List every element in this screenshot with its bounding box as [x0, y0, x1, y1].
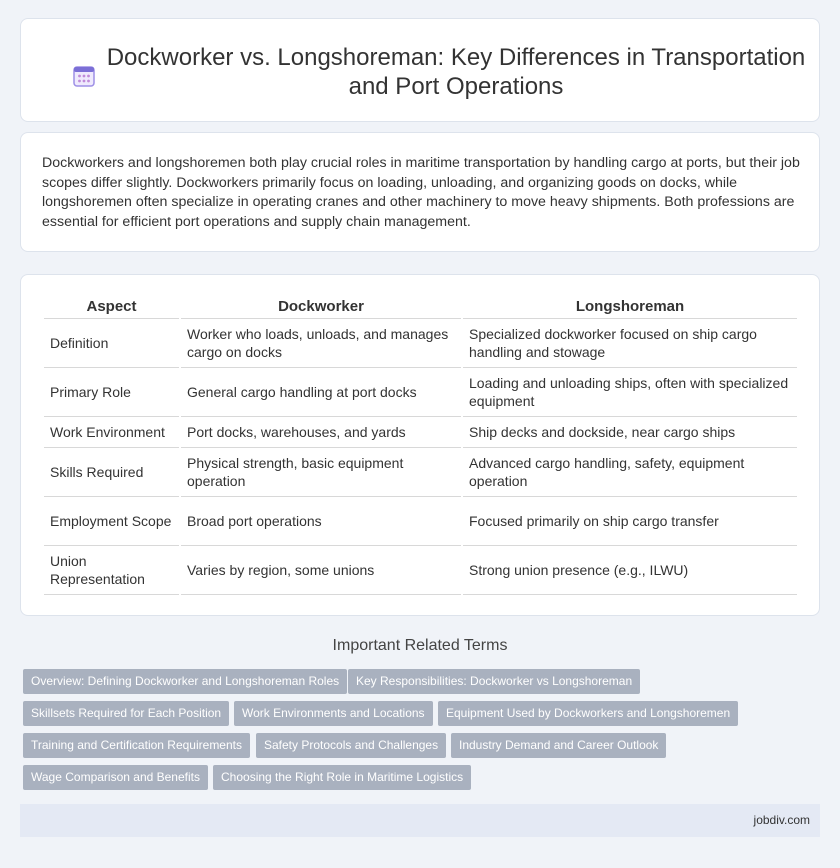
aspect-cell: Union Representation: [44, 546, 179, 595]
related-term-tag[interactable]: Overview: Defining Dockworker and Longshoreman Roles: [23, 669, 347, 694]
page-title: Dockworker vs. Longshoreman: Key Differences in Transportation and Port Operations: [106, 44, 806, 100]
related-term-tag[interactable]: Industry Demand and Career Outlook: [451, 733, 666, 758]
intro-card: [20, 132, 820, 252]
column-header-aspect: Aspect: [44, 297, 179, 319]
table-row: [44, 319, 797, 368]
related-terms-heading: Important Related Terms: [332, 637, 508, 654]
footer-bar: [20, 804, 820, 837]
related-term-tag[interactable]: Safety Protocols and Challenges: [256, 733, 446, 758]
footer-site-link[interactable]: jobdiv.com: [753, 813, 810, 827]
dockworker-cell: Varies by region, some unions: [181, 546, 461, 595]
column-header-dockworker: Dockworker: [181, 297, 461, 319]
related-term-tag[interactable]: Wage Comparison and Benefits: [23, 765, 208, 790]
dockworker-cell: Broad port operations: [181, 497, 461, 546]
intro-paragraph: Dockworkers and longshoremen both play crucial roles in maritime transportation by handling cargo at ports, but their job scopes differ slightly. Dockworkers primarily focus on loading, unloading, and organizing goods on docks, while longshoremen often specialize in operating cranes and other machinery to move heavy shipments. Both professions are essential for efficient port operations and supply chain management.: [42, 155, 800, 230]
aspect-cell: Skills Required: [44, 448, 179, 497]
dockworker-cell: Worker who loads, unloads, and manages cargo on docks: [181, 319, 461, 368]
table-row: [44, 417, 797, 448]
comparison-table: [42, 297, 799, 595]
aspect-cell: Work Environment: [44, 417, 179, 448]
aspect-cell: Primary Role: [44, 368, 179, 417]
related-term-tag[interactable]: Key Responsibilities: Dockworker vs Longshoreman: [348, 669, 640, 694]
related-term-tag[interactable]: Training and Certification Requirements: [23, 733, 250, 758]
table-row: [44, 368, 797, 417]
dockworker-cell: General cargo handling at port docks: [181, 368, 461, 417]
table-row: [44, 546, 797, 595]
table-row: [44, 497, 797, 546]
aspect-cell: Definition: [44, 319, 179, 368]
longshoreman-cell: Ship decks and dockside, near cargo ships: [463, 417, 797, 448]
dockworker-cell: Port docks, warehouses, and yards: [181, 417, 461, 448]
longshoreman-cell: Specialized dockworker focused on ship cargo handling and stowage: [463, 319, 797, 368]
longshoreman-cell: Focused primarily on ship cargo transfer: [463, 497, 797, 546]
title-card: [20, 18, 820, 122]
longshoreman-cell: Advanced cargo handling, safety, equipment operation: [463, 448, 797, 497]
aspect-cell: Employment Scope: [44, 497, 179, 546]
related-term-tag[interactable]: Choosing the Right Role in Maritime Logistics: [213, 765, 471, 790]
related-term-tag[interactable]: Equipment Used by Dockworkers and Longshoremen: [438, 701, 738, 726]
related-term-tag[interactable]: Skillsets Required for Each Position: [23, 701, 229, 726]
longshoreman-cell: Loading and unloading ships, often with specialized equipment: [463, 368, 797, 417]
dockworker-cell: Physical strength, basic equipment operation: [181, 448, 461, 497]
table-header-row: [44, 297, 797, 319]
related-term-tag[interactable]: Work Environments and Locations: [234, 701, 433, 726]
comparison-table-card: [20, 274, 820, 616]
table-row: [44, 448, 797, 497]
longshoreman-cell: Strong union presence (e.g., ILWU): [463, 546, 797, 595]
column-header-longshoreman: Longshoreman: [463, 297, 797, 319]
